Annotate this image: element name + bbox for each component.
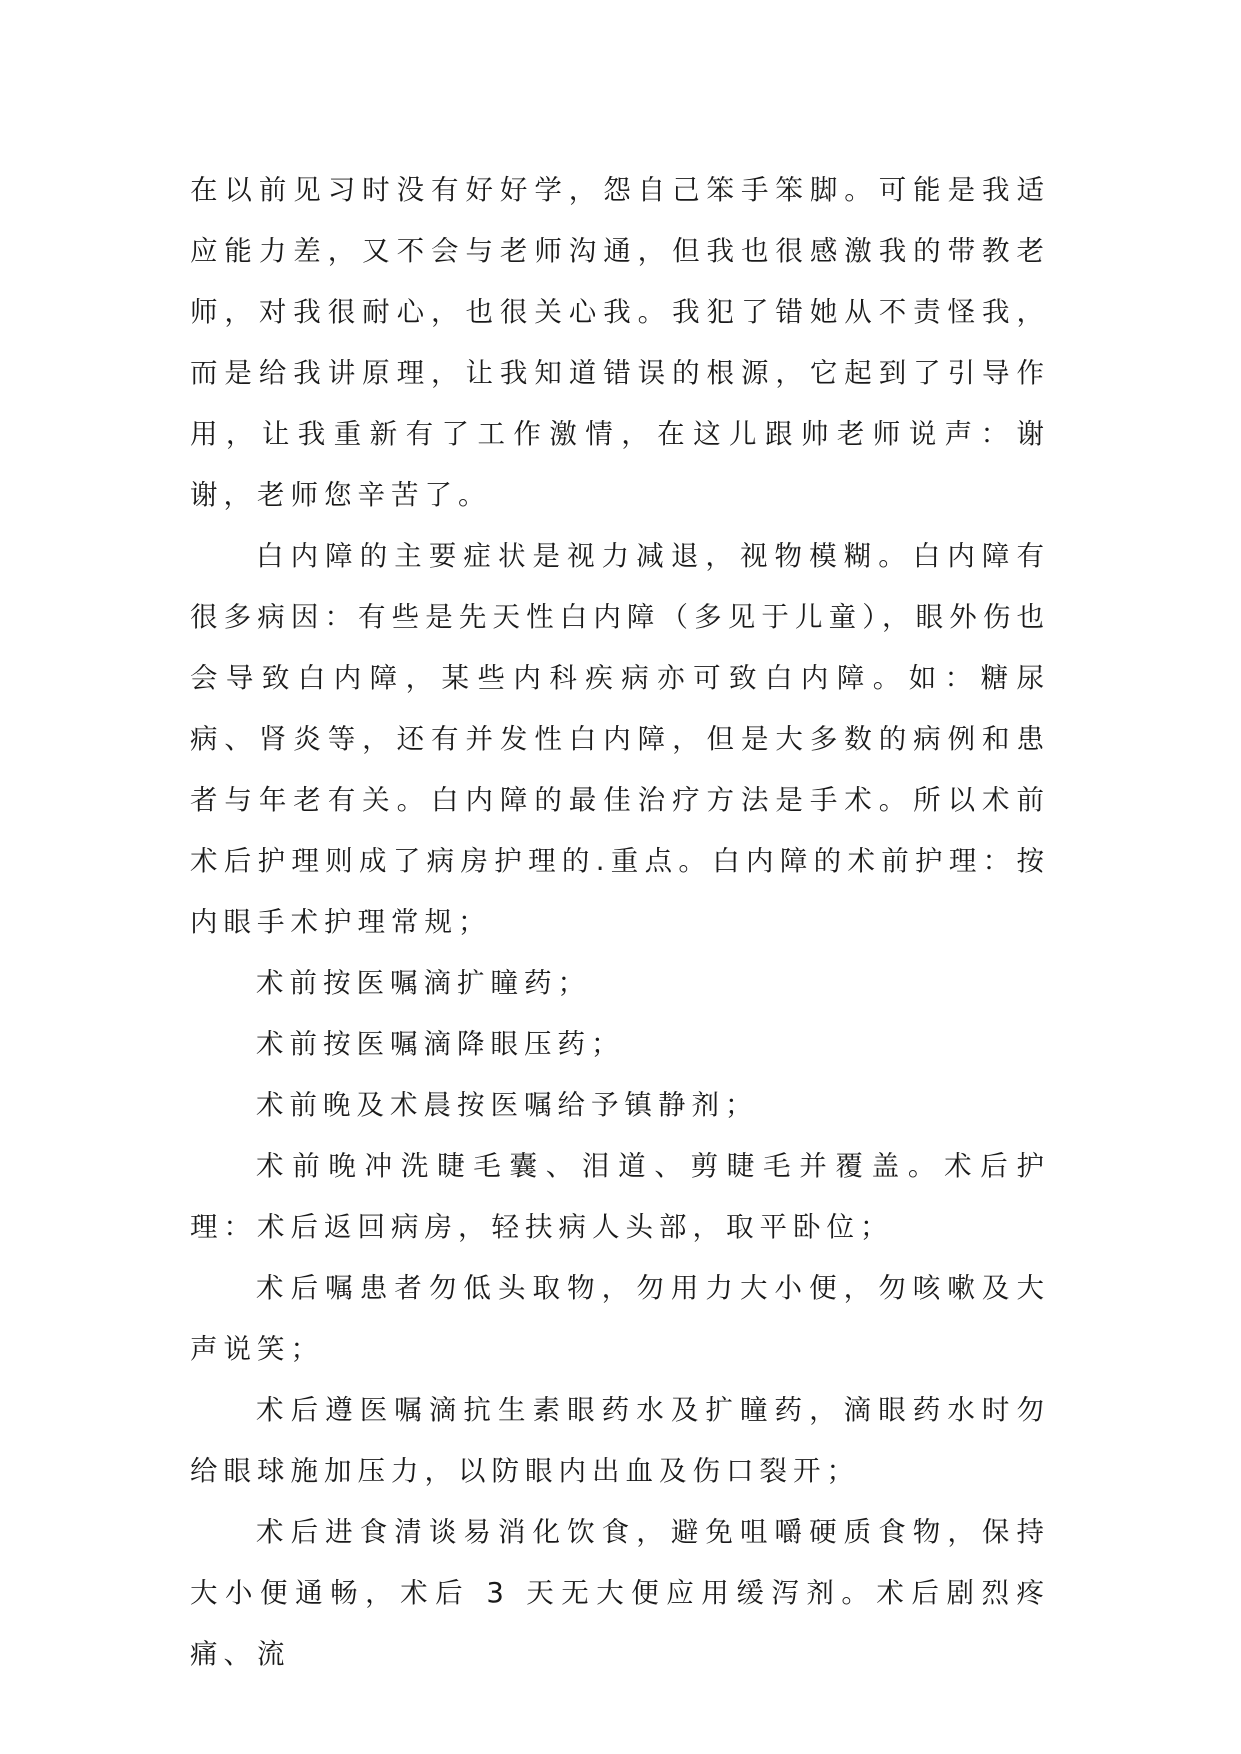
paragraph-5: 术前晚及术晨按医嘱给予镇静剂； — [256, 1089, 759, 1121]
document-body — [190, 160, 1050, 1685]
paragraph-3: 术前按医嘱滴扩瞳药； — [256, 967, 591, 999]
paragraph-1: 在以前见习时没有好好学，怨自己笨手笨脚。可能是我适应能力差，又不会与老师沟通，但我也很感激我的带教老师，对我很耐心，也很关心我。我犯了错她从不责怪我，而是给我讲原理，让我知道错误的根源，它起到了引导作用，让我重新有了工作激情，在这儿跟帅老师说声：谢谢，老师您辛苦了。 — [190, 174, 1050, 511]
paragraph-9: 术后进食清谈易消化饮食，避免咀嚼硬质食物，保持大小便通畅，术后 3 天无大便应用缓泻剂。术后剧烈疼痛、流 — [190, 1516, 1050, 1670]
paragraph-6: 术前晚冲洗睫毛囊、泪道、剪睫毛并覆盖。术后护理：术后返回病房，轻扶病人头部，取平卧位； — [190, 1150, 1050, 1243]
paragraph-4: 术前按医嘱滴降眼压药； — [256, 1028, 625, 1060]
paragraph-2: 白内障的主要症状是视力减退，视物模糊。白内障有很多病因：有些是先天性白内障（多见于儿童），眼外伤也会导致白内障，某些内科疾病亦可致白内障。如：糖尿病、肾炎等，还有并发性白内障，但是大多数的病例和患者与年老有关。白内障的最佳治疗方法是手术。所以术前术后护理则成了病房护理的.重点。白内障的术前护理：按内眼手术护理常规； — [190, 540, 1050, 938]
paragraph-8: 术后遵医嘱滴抗生素眼药水及扩瞳药，滴眼药水时勿给眼球施加压力，以防眼内出血及伤口裂开； — [190, 1394, 1050, 1487]
paragraph-7: 术后嘱患者勿低头取物，勿用力大小便，勿咳嗽及大声说笑； — [190, 1272, 1050, 1365]
